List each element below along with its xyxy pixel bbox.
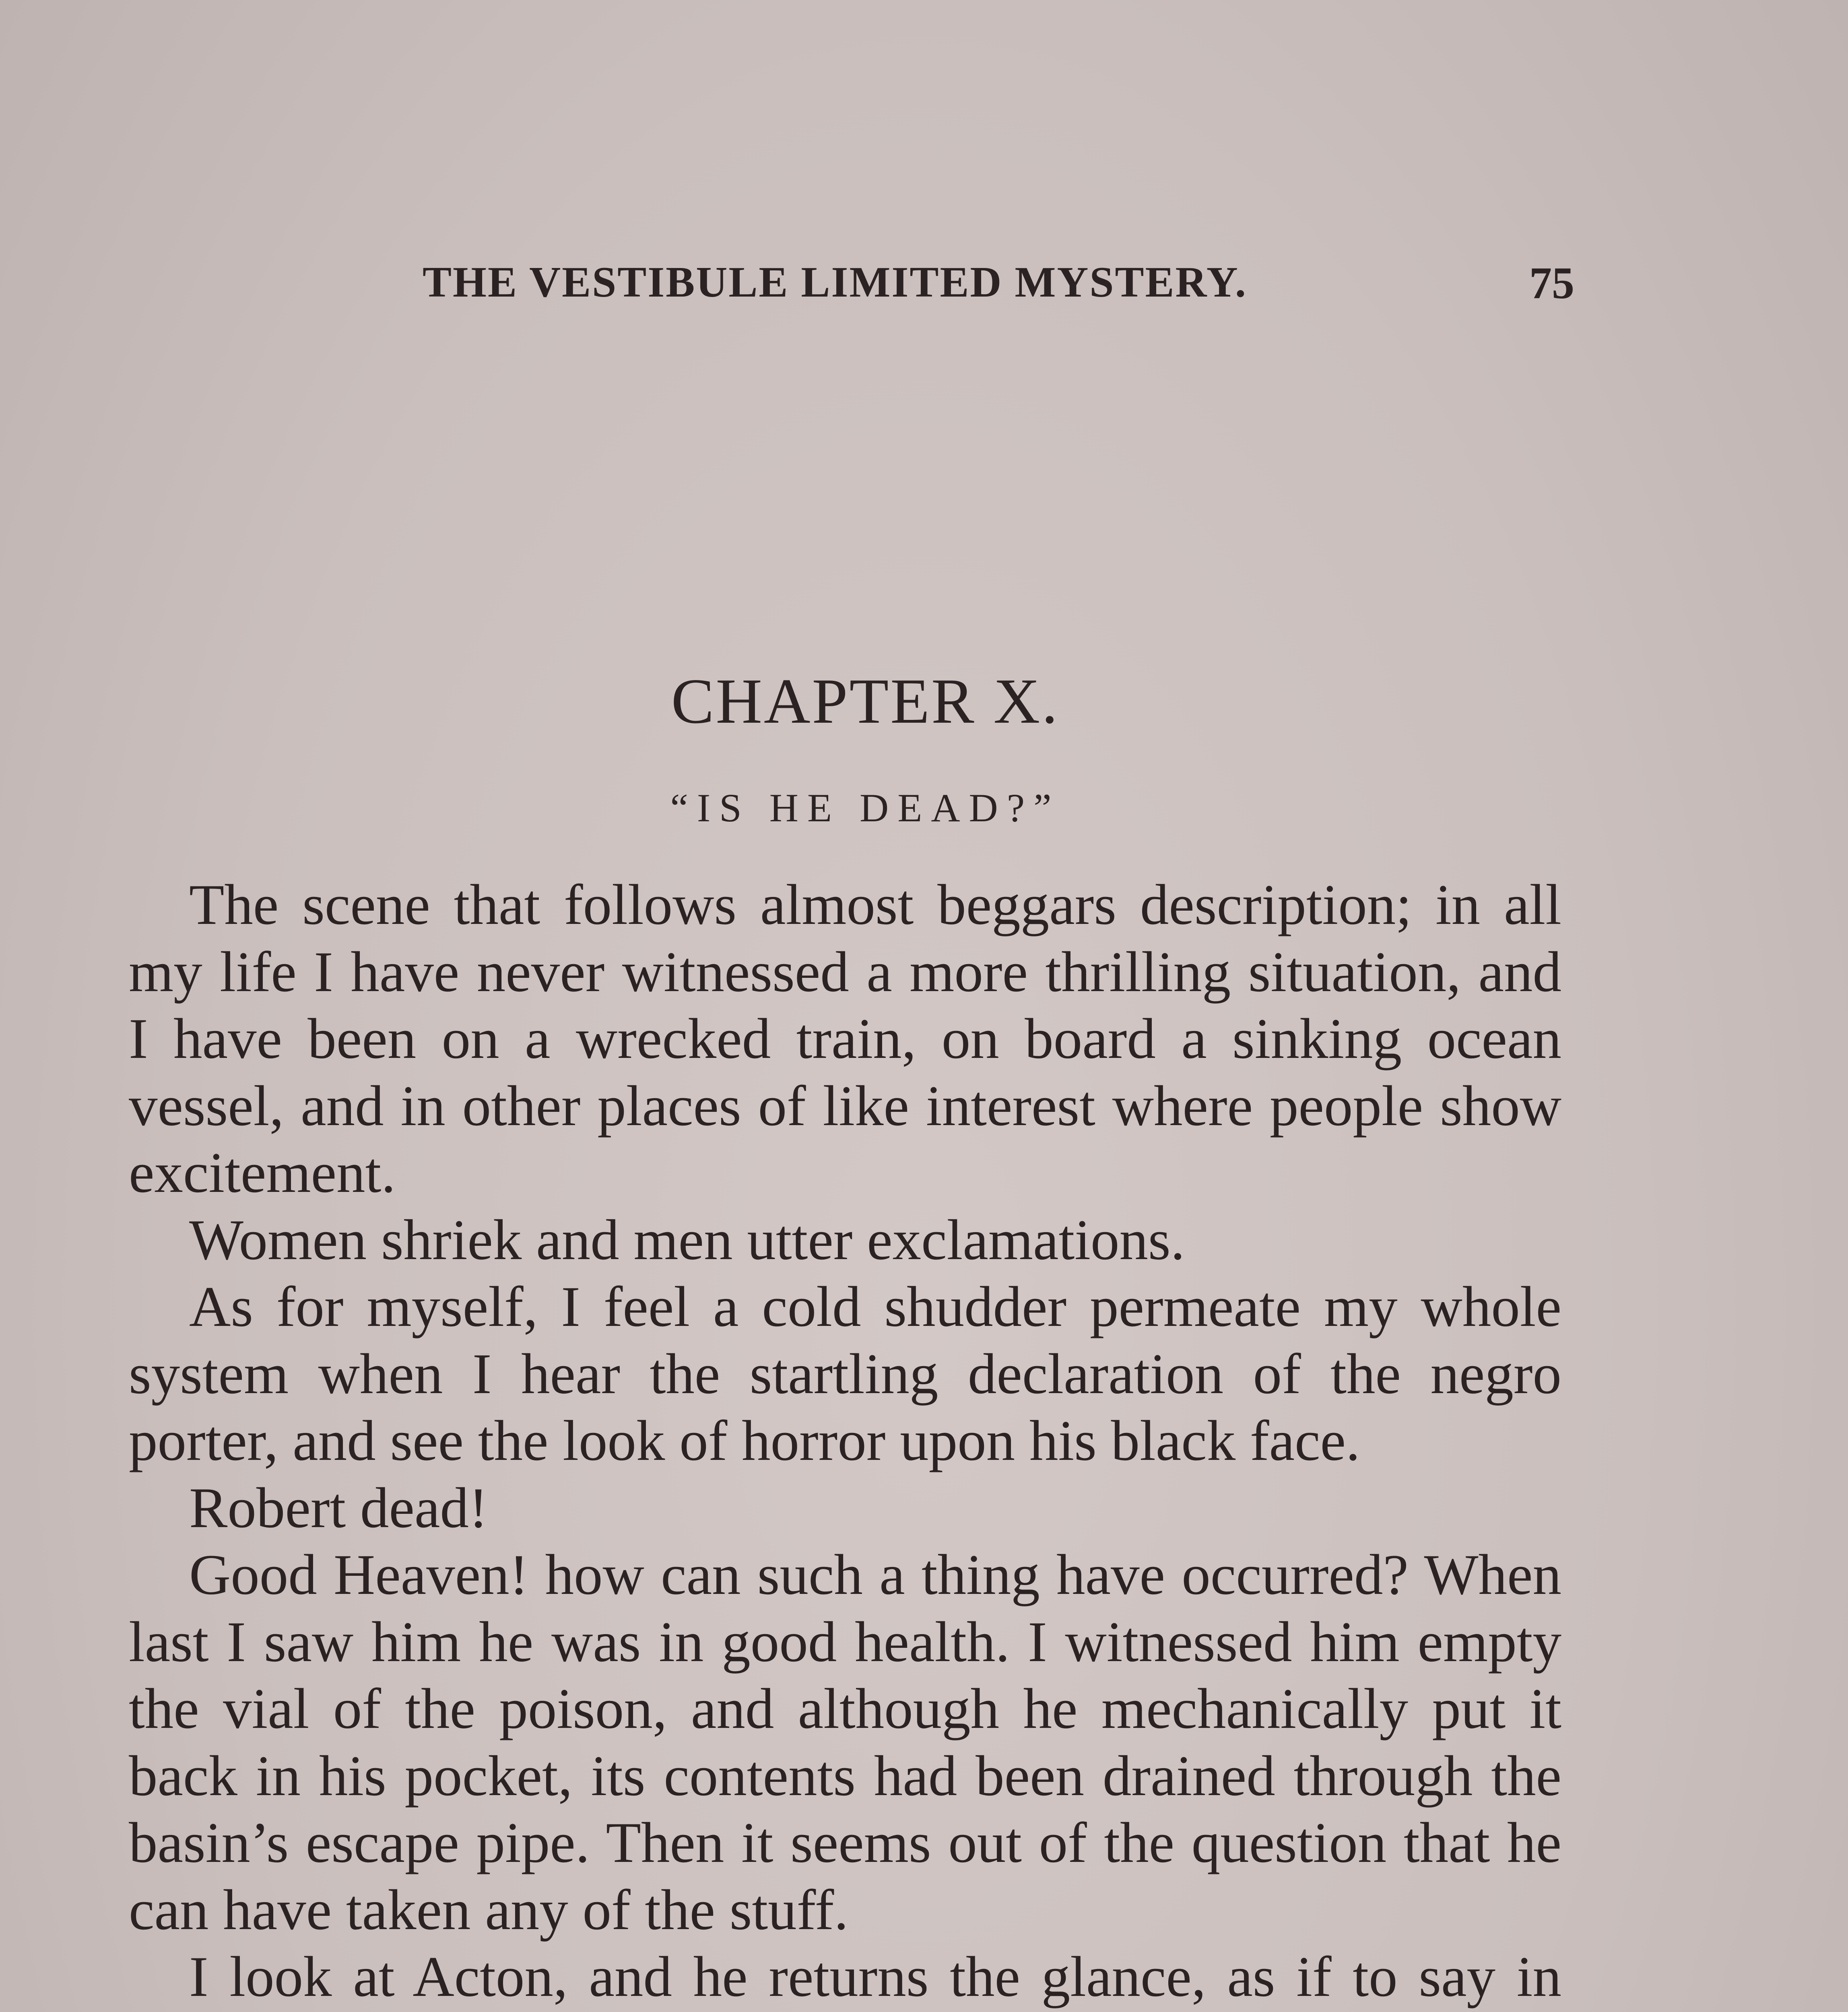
paragraph: As for myself, I feel a cold shudder permeate my whole system when I hear the startling declaration of the negro porter, and see the look of horror upon his black face. — [129, 1275, 1561, 1472]
paragraph: The scene that follows almost beggars description; in all my life I have never witnessed a more thrilling situation, and I have been on a wrecked train, on board a sinking ocean vessel, and in other places of like interest where people show excitement. — [129, 873, 1561, 1204]
paragraph: Robert dead! — [189, 1476, 488, 1540]
paragraph: Women shriek and men utter exclamations. — [189, 1208, 1185, 1272]
running-head-title: THE VESTIBULE LIMITED MYSTERY. — [423, 258, 1247, 306]
chapter-subtitle: “IS HE DEAD?” — [670, 785, 1060, 830]
chapter-title: CHAPTER X. — [671, 665, 1060, 737]
page-number: 75 — [1529, 258, 1574, 308]
body-text — [129, 871, 1561, 2012]
paragraph: I look at Acton, and he returns the glance, as if to say in — [189, 1945, 1561, 2008]
paragraph: Good Heaven! how can such a thing have occurred? When last I saw him he was in good health. I witnessed him empty the vial of the poison, and although he mechanically put it back in his pocket, its contents had been drained through the basin’s escape pipe. Then it seems out of the question that he can have taken any of the stuff. — [129, 1543, 1561, 1942]
